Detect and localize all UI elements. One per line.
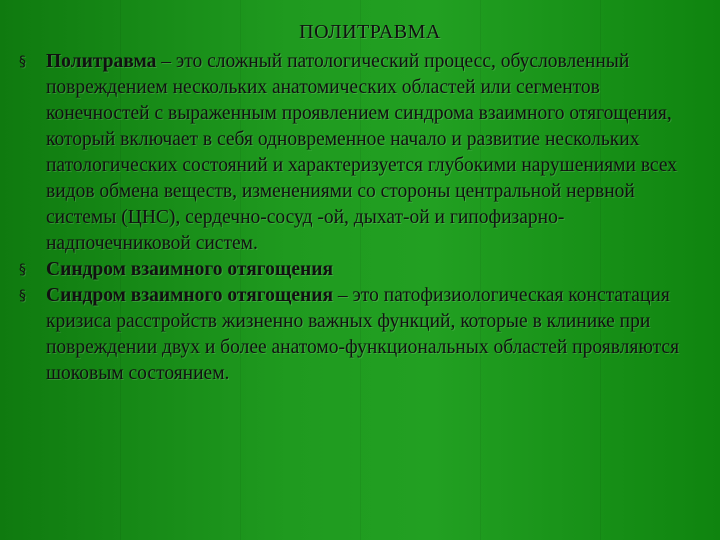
bullet-text: – это сложный патологический процесс, обусловленный повреждением нескольких анатомических областей или сегментов конечностей с выраженным проявлением синдрома взаимного отягощения, который включает в себя одновременное начало и развитие нескольких патологических состояний и характеризуется глубокими нарушениями всех видов обмена веществ, изменениями со стороны центральной нервной системы (ЦНС), сердечно-сосуд -ой, дыхат-ой и гипофизарно-надпочечниковой систем. — [46, 51, 677, 254]
square-bullet-icon: § — [19, 54, 26, 70]
bullet-list — [0, 49, 720, 387]
bullet-item-syndrome-definition — [0, 283, 720, 387]
bullet-item-syndrome-heading — [0, 257, 720, 283]
bullet-term: Синдром взаимного отягощения — [46, 259, 334, 280]
bullet-term: Политравма — [46, 51, 157, 72]
square-bullet-icon: § — [19, 288, 26, 304]
bullet-item-definition — [0, 49, 720, 257]
square-bullet-icon: § — [19, 262, 26, 278]
bullet-text: – это патофизиологическая констатация кризиса расстройств жизненно важных функций, которые в клинике при повреждении двух и более анатомо-функциональных областей проявляются шоковым состоянием. — [46, 285, 680, 384]
slide-title: ПОЛИТРАВМА — [299, 21, 441, 43]
bullet-term: Синдром взаимного отягощения — [46, 285, 334, 306]
